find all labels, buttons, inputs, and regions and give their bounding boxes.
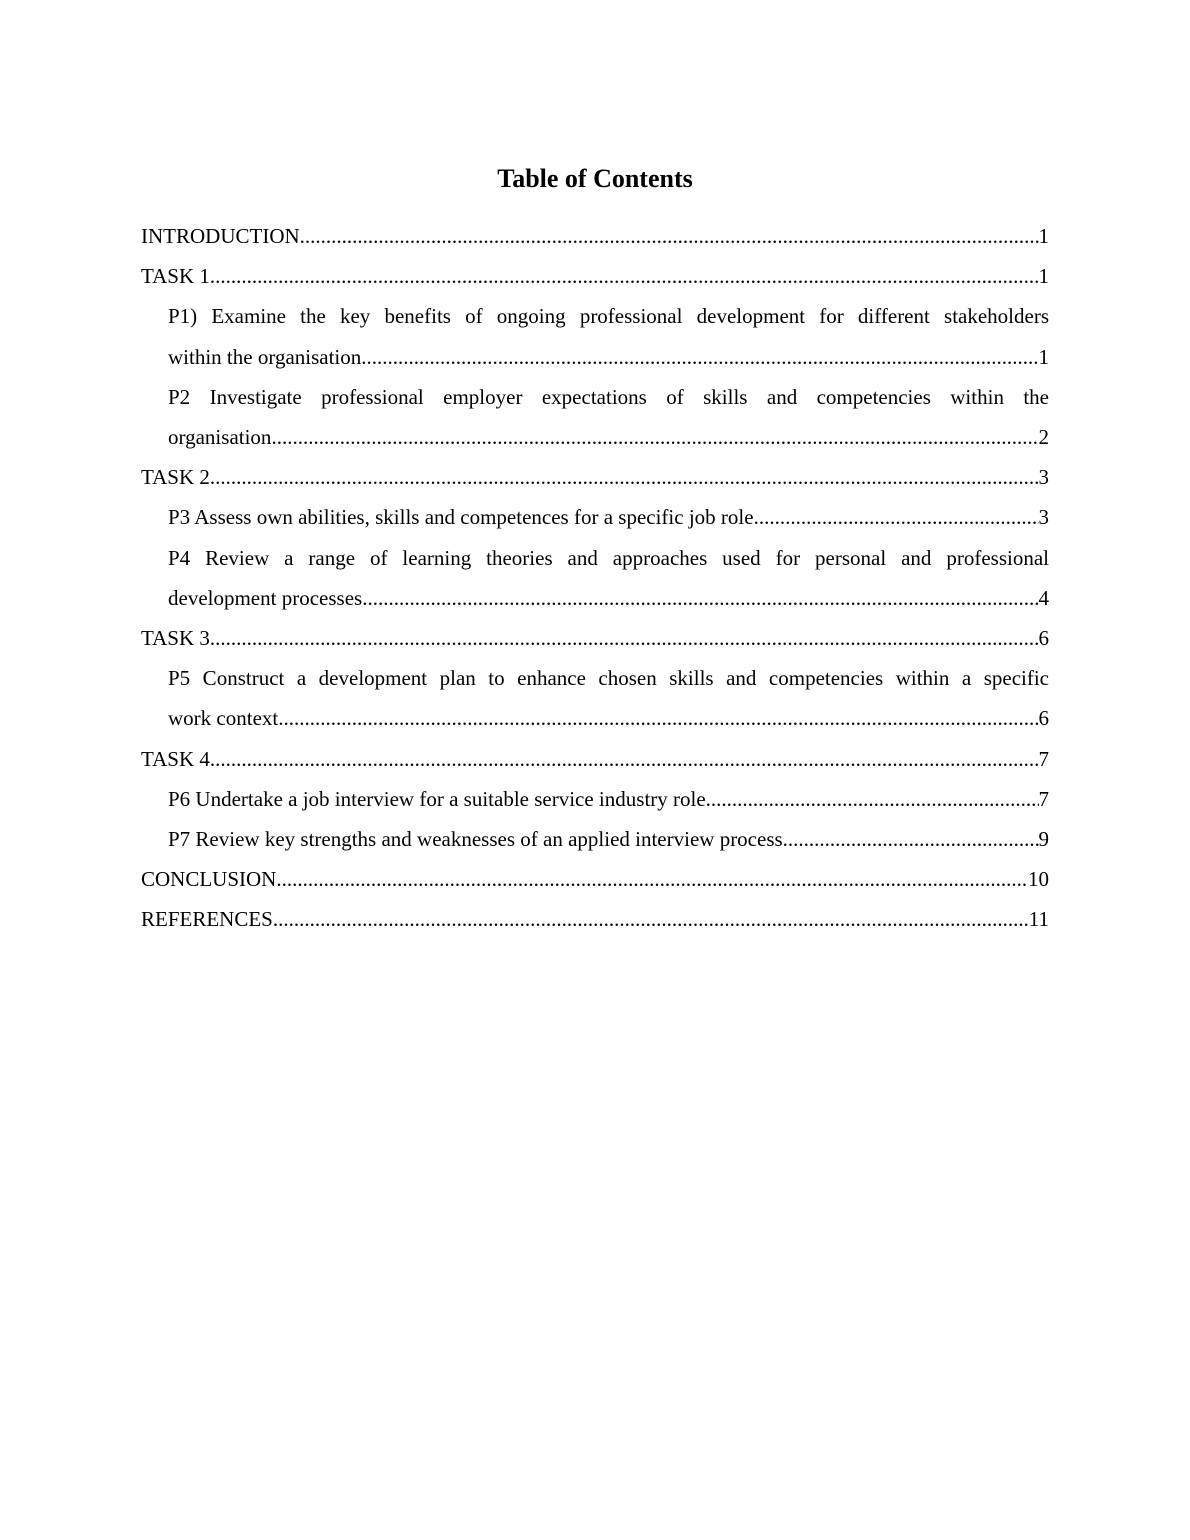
dot-leader [706,779,1039,819]
toc-entry-text: P6 Undertake a job interview for a suitable service industry role [168,786,706,811]
toc-entry-text: work context [168,706,279,731]
toc-entry-text: TASK 2 [141,465,210,490]
dot-leader [271,417,1038,457]
toc-entry-text: organisation [168,425,272,450]
toc-page-number: 1 [1038,344,1049,369]
toc-entry[interactable] [141,256,1049,296]
toc-entry[interactable] [141,497,1049,537]
dot-leader [210,618,1039,658]
toc-entry-text: REFERENCES [141,907,273,932]
toc-entry-leader-line [168,698,1049,738]
toc-page-number: 4 [1038,585,1049,610]
toc-entry[interactable] [141,779,1049,819]
toc-entry-leader-line [141,859,1049,899]
toc-entry-text: CONCLUSION [141,867,277,892]
toc-entry-text: P2 Investigate professional employer expectations of skills and competencies within the [168,384,1049,409]
toc-entry-leader-line [141,739,1049,779]
toc-entry-leader-line [141,457,1049,497]
toc-entry-text: INTRODUCTION [141,224,300,248]
toc-page-number: 7 [1038,786,1049,811]
toc-entry-leader-line [141,216,1049,256]
toc-entry-leader-line [141,618,1049,658]
toc-entry[interactable] [141,296,1049,376]
dot-leader [783,819,1039,859]
toc-entry-text: P5 Construct a development plan to enhance chosen skills and competencies within a specific [168,666,1049,691]
toc-entry[interactable] [141,739,1049,779]
toc-entry-leader-line [168,337,1049,377]
toc-entry-leader-line [168,578,1049,618]
toc-page-number: 1 [1038,224,1049,248]
toc-entry[interactable] [141,618,1049,658]
toc-entry-leader-line [168,497,1049,537]
toc-entry-text: TASK 4 [141,746,210,771]
toc-page-number: 1 [1038,264,1049,289]
toc-page-number: 2 [1038,425,1049,450]
toc-title: Table of Contents [497,164,693,193]
dot-leader [362,578,1038,618]
toc-entry-leader-line [141,256,1049,296]
toc-page-number: 9 [1038,827,1049,852]
toc-page-number: 6 [1038,706,1049,731]
dot-leader [300,216,1039,256]
dot-leader [278,698,1038,738]
toc-entry-text: P3 Assess own abilities, skills and competences for a specific job role [168,505,754,530]
toc-entry-text: P1) Examine the key benefits of ongoing professional development for different stakeholders [168,304,1049,329]
dot-leader [210,256,1039,296]
toc-entry-text: P4 Review a range of learning theories and approaches used for personal and professional [168,545,1049,570]
toc-entry-text: within the organisation [168,344,362,369]
toc-page-number: 10 [1028,867,1049,892]
toc-entry-leader-line [168,779,1049,819]
toc-entry[interactable] [141,377,1049,457]
toc-entry-text: TASK 3 [141,626,210,651]
toc-entry-leader-line [141,899,1049,939]
dot-leader [210,457,1039,497]
toc-page-number: 7 [1038,746,1049,771]
toc-page-number: 6 [1038,626,1049,651]
toc-page-number: 3 [1038,465,1049,490]
toc-entry-text: TASK 1 [141,264,210,289]
dot-leader [210,739,1039,779]
toc-entry[interactable] [141,216,1049,256]
toc-entry[interactable] [141,899,1049,939]
dot-leader [754,497,1039,537]
toc-page-number: 3 [1038,505,1049,530]
toc-entry[interactable] [141,658,1049,738]
toc-entry[interactable] [141,538,1049,618]
toc-entry[interactable] [141,457,1049,497]
toc-entry-text: P7 Review key strengths and weaknesses of an applied interview process [168,827,783,852]
dot-leader [276,859,1028,899]
toc-page-number: 11 [1028,907,1049,932]
toc-entry-leader-line [168,819,1049,859]
toc-list [141,216,1049,940]
toc-entry-leader-line [168,417,1049,457]
toc-entry[interactable] [141,859,1049,899]
dot-leader [273,899,1029,939]
toc-entry[interactable] [141,819,1049,859]
toc-entry-text: development processes [168,585,363,610]
dot-leader [361,337,1038,377]
